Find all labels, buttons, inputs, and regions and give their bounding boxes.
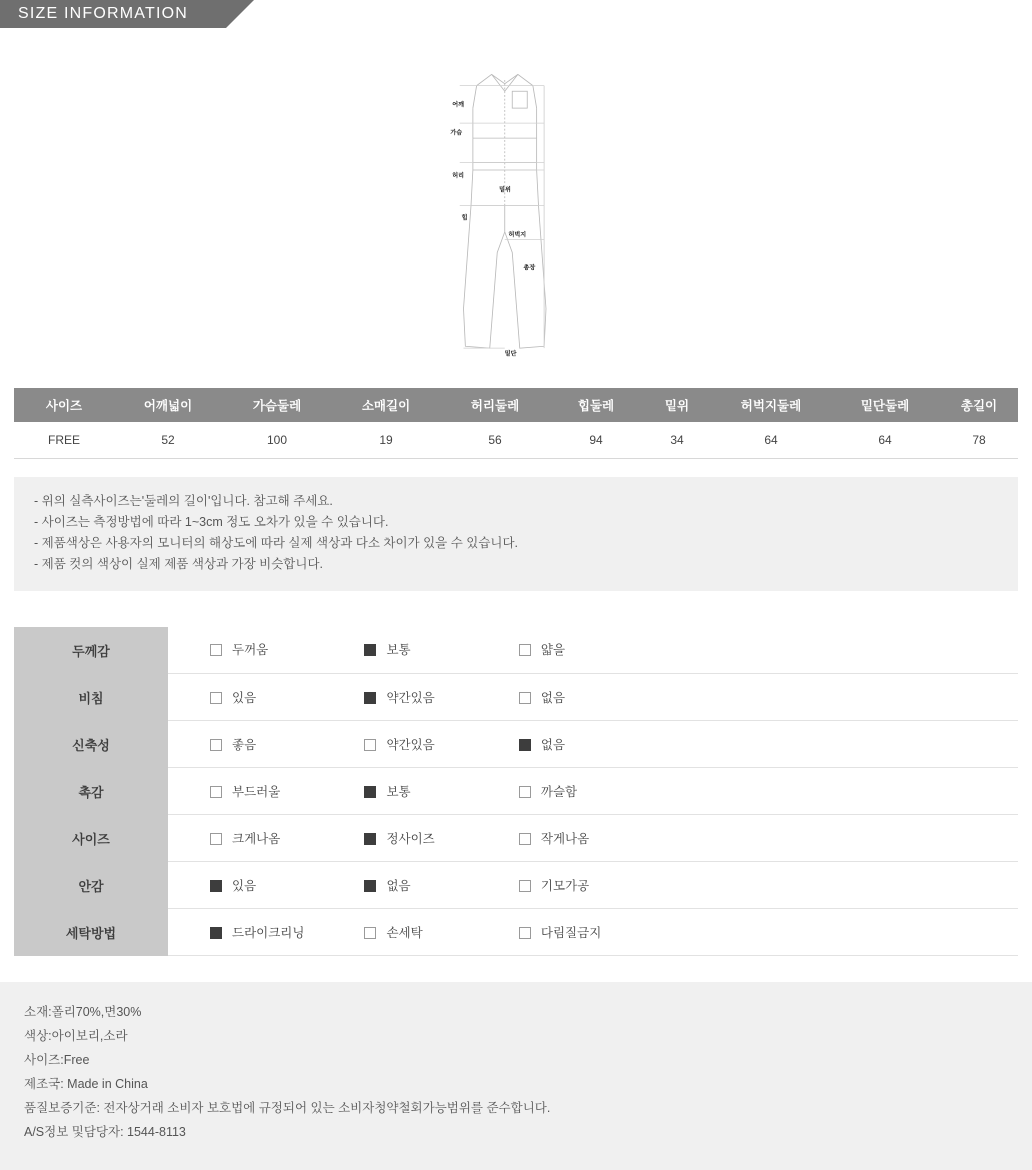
option-label: 있음 [232, 690, 257, 705]
attribute-option[interactable] [364, 640, 514, 658]
product-info-line: 제조국: Made in China [24, 1077, 148, 1091]
table-row [14, 815, 1018, 862]
attribute-option[interactable] [210, 688, 360, 706]
size-table-header-cell: 힙둘레 [550, 388, 642, 422]
attribute-label: 사이즈 [14, 815, 168, 862]
product-info-line: A/S정보 및담당자: 1544-8113 [24, 1125, 186, 1139]
option-label: 없음 [386, 878, 411, 893]
illustration-label: 허리 [452, 172, 464, 180]
checkbox-unchecked-icon[interactable] [210, 692, 222, 704]
illustration-container [0, 28, 1032, 388]
attribute-option[interactable] [210, 829, 360, 847]
checkbox-unchecked-icon[interactable] [519, 644, 531, 656]
size-table-cell: 78 [940, 422, 1018, 458]
attribute-option[interactable] [210, 876, 360, 894]
checkbox-unchecked-icon[interactable] [210, 833, 222, 845]
illustration-label: 허벅지 [508, 231, 527, 239]
size-table-header-cell: 소매길이 [332, 388, 440, 422]
illustration-label: 밑단 [504, 350, 517, 358]
product-info-panel [0, 982, 1032, 1170]
table-row [14, 674, 1018, 721]
size-table-header-cell: 어깨넓이 [114, 388, 222, 422]
section-header-bar [0, 0, 1032, 28]
checkbox-checked-icon[interactable] [364, 833, 376, 845]
note-line: - 사이즈는 측정방법에 따라 1~3cm 정도 오차가 있을 수 있습니다. [34, 514, 389, 529]
product-info-line: 소재:폴리70%,면30% [24, 1005, 142, 1019]
option-label: 없음 [540, 690, 566, 705]
option-label: 보통 [386, 643, 411, 658]
jumpsuit-measurement-diagram [426, 65, 606, 365]
option-label: 있음 [232, 878, 257, 893]
attribute-options [168, 721, 1018, 768]
attribute-label: 비침 [14, 674, 168, 721]
size-notes [14, 477, 1018, 591]
checkbox-unchecked-icon[interactable] [364, 927, 376, 939]
attribute-label: 안감 [14, 862, 168, 909]
attribute-option[interactable] [364, 876, 514, 894]
table-row [14, 721, 1018, 768]
option-label: 다림질금지 [540, 925, 602, 940]
attribute-label: 촉감 [14, 768, 168, 815]
option-label: 작게나옴 [540, 831, 590, 846]
note-line: - 제품 컷의 색상이 실제 제품 색상과 가장 비슷합니다. [34, 556, 323, 571]
size-table-cell: 34 [642, 422, 712, 458]
checkbox-checked-icon[interactable] [364, 786, 376, 798]
size-table-header-row [14, 388, 1018, 422]
attribute-options [168, 674, 1018, 721]
attribute-label: 신축성 [14, 721, 168, 768]
size-table-cell: 56 [440, 422, 550, 458]
size-table-cell: FREE [14, 422, 114, 458]
illustration-label: 총장 [523, 264, 536, 272]
size-table-header-cell: 밑위 [642, 388, 712, 422]
attribute-option[interactable] [519, 829, 669, 847]
attribute-option[interactable] [210, 782, 360, 800]
attribute-options [168, 627, 1018, 674]
attribute-label: 두께감 [14, 627, 168, 674]
note-line: - 제품색상은 사용자의 모니터의 해상도에 따라 실제 색상과 다소 차이가 있을 수 있습니다. [34, 535, 519, 550]
option-label: 좋음 [232, 737, 257, 752]
page-title: SIZE INFORMATION [18, 5, 189, 22]
option-label: 얇을 [540, 643, 566, 658]
checkbox-unchecked-icon[interactable] [519, 833, 531, 845]
header-tab-slant-shape [226, 0, 254, 28]
checkbox-unchecked-icon[interactable] [210, 786, 222, 798]
illustration-labels [450, 100, 535, 357]
attribute-option[interactable] [364, 829, 514, 847]
option-label: 드라이크리닝 [232, 925, 305, 940]
size-table-cell: 19 [332, 422, 440, 458]
option-label: 약간있음 [386, 690, 435, 705]
checkbox-unchecked-icon[interactable] [210, 739, 222, 751]
attribute-label: 세탁방법 [14, 909, 168, 956]
checkbox-checked-icon[interactable] [210, 927, 222, 939]
checkbox-unchecked-icon[interactable] [519, 927, 531, 939]
size-table-header-cell: 가슴둘레 [222, 388, 332, 422]
attribute-option[interactable] [519, 923, 669, 941]
attribute-option[interactable] [210, 640, 360, 658]
table-row [14, 909, 1018, 956]
option-label: 크게나옴 [232, 831, 281, 846]
attribute-option[interactable] [210, 735, 360, 753]
checkbox-unchecked-icon[interactable] [210, 644, 222, 656]
attribute-option[interactable] [519, 640, 669, 658]
table-row [14, 768, 1018, 815]
attribute-option[interactable] [519, 876, 669, 894]
size-table-header-cell: 허벅지둘레 [712, 388, 830, 422]
product-info-line: 사이즈:Free [24, 1053, 90, 1067]
option-label: 정사이즈 [386, 831, 435, 846]
option-label: 손세탁 [386, 925, 423, 940]
option-label: 두꺼움 [232, 643, 269, 658]
attribute-option[interactable] [210, 923, 360, 941]
checkbox-checked-icon[interactable] [210, 880, 222, 892]
fabric-attributes-table [14, 627, 1018, 957]
size-table-container [0, 388, 1032, 459]
size-table-header-cell: 밑단둘레 [830, 388, 940, 422]
table-row [14, 422, 1018, 458]
attribute-option[interactable] [364, 688, 514, 706]
illustration-label: 어깨 [452, 101, 464, 109]
table-row [14, 627, 1018, 674]
attribute-options [168, 909, 1018, 956]
checkbox-checked-icon[interactable] [364, 644, 376, 656]
product-info-line: 색상:아이보리,소라 [24, 1029, 128, 1043]
option-label: 까슬함 [540, 784, 578, 799]
size-table-cell: 64 [712, 422, 830, 458]
attribute-options [168, 815, 1018, 862]
checkbox-checked-icon[interactable] [364, 692, 376, 704]
attribute-options [168, 768, 1018, 815]
option-label: 기모가공 [540, 878, 590, 893]
size-table-cell: 94 [550, 422, 642, 458]
checkbox-unchecked-icon[interactable] [519, 786, 531, 798]
attribute-option[interactable] [519, 735, 669, 753]
size-table-header-cell: 사이즈 [14, 388, 114, 422]
size-table-header-cell: 총길이 [940, 388, 1018, 422]
illustration-label: 밑위 [499, 186, 511, 194]
option-label: 부드러울 [232, 784, 281, 799]
checkbox-unchecked-icon[interactable] [519, 880, 531, 892]
attribute-option[interactable] [519, 782, 669, 800]
size-table-cell: 52 [114, 422, 222, 458]
option-label: 약간있음 [386, 737, 435, 752]
illustration-label: 힙 [461, 214, 468, 222]
attribute-option[interactable] [364, 735, 514, 753]
option-label: 없음 [540, 737, 566, 752]
table-row [14, 862, 1018, 909]
product-info-line: 품질보증기준: 전자상거래 소비자 보호법에 규정되어 있는 소비자청약철회가능범위를 준수합니다. [24, 1101, 551, 1115]
attribute-option[interactable] [364, 923, 514, 941]
note-line: - 위의 실측사이즈는'둘레의 길이'입니다. 참고해 주세요. [34, 493, 333, 508]
checkbox-checked-icon[interactable] [364, 880, 376, 892]
illustration-label: 가슴 [450, 129, 463, 137]
size-table-cell: 64 [830, 422, 940, 458]
checkbox-unchecked-icon[interactable] [519, 692, 531, 704]
fabric-attributes-container [14, 627, 1018, 957]
attribute-option[interactable] [519, 688, 669, 706]
option-label: 보통 [386, 784, 411, 799]
checkbox-unchecked-icon[interactable] [364, 739, 376, 751]
attribute-options [168, 862, 1018, 909]
checkbox-checked-icon[interactable] [519, 739, 531, 751]
size-table [14, 388, 1018, 459]
attribute-option[interactable] [364, 782, 514, 800]
size-table-header-cell: 허리둘레 [440, 388, 550, 422]
size-table-cell: 100 [222, 422, 332, 458]
